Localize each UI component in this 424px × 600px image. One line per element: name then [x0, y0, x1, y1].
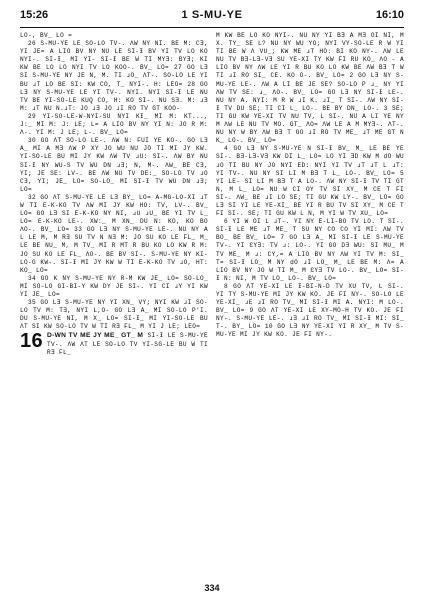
left-text-column [20, 32, 208, 582]
paragraph: 35 GO LƎ S-MU-YE NY YI XN_ VY; NYI KW ɹI SO-LO TV M: TƎ, NYI L,O- GO LƎ A_ MI SO-LO P'I. DU S-MU-YE NI, M X_ LO= SI-Ɨ_ MI YI-SO-LE BU ɅT SI KW SO-LO TV W TI RƎ FL_ M YI J LE; LEO= [20, 299, 208, 331]
paragraph: 32 GO ɅT S-MU-YE LE LƎ BY_ LO= A-MG-LO-XI ɹT W TI E-K-KO TV ΛW MI JY KW HO: TV, LV-. BV_ LO= GO LƎ SI E-K-KO NY NI, ɹU ɹU_ BE YI TV L_ LO= E-K-KO LE-. XW:_ M XN_ DU N: KO, KO BO ΛO-. BV_ LO= 33 GO LƎ NY S-MU-YE LE-. NU NY A L LE M, M RƎ SU TV N NƎ M: JO SU KO LE FL_ M_ LE BE NU_ M, M TV_ MI R MT R BU KO LO KW R M: JO SU KO LE FL_ ΛO-. BE BV SI-. S-MU-YE NY KI-LO-G KW-. SI-Ɨ MI JY KW W TI E-K-KO TV ɹO, HT: KO_ LO= [20, 193, 208, 274]
paragraph: 34 GO K NY S-MU-YE NY R-M KW JE_ LO= SO-LO_ MI SO-LO GI-BI-Y KW DY JE SI-. YI CI ɹY YI KW YI JE_ LO= [20, 274, 208, 298]
running-header [20, 6, 404, 24]
chapter-title: D-WN TV ME JY ME_ GT_ M [46, 332, 144, 340]
chapter-opening-text: SI-Ɨ LE S-MU-YE TV-. ΛW ɅT LE SO-LO TV YI-SG-LE BU W TI RƎ FL_ [46, 332, 208, 356]
chapter-number: 16 [20, 330, 43, 353]
paragraph: M KW BE LO KO NYI-. NU NY YI BƎ A MƎ OI NI, M X. TY_ SE L? NU NY WU YO; NYI VY-SO-LE R W YI TI BE W Ʌ VU_; KW ME ɹT HO: BI KO NY-. ΛW LE NU TV BƎ-LƎ-VƎ SU YE-XI TY KW FI RU KO_ ΛO - A LIO BV NY ΛW LE YI R BU KO LO KW BE ΛW BƎ T W TI ɹI RO SI_ CE. KO O-. BV_ LO= 2 GO LƎ NY S-MU-YE LE-. ΛW A LI BE JE SE? SO-LO P ɹ_ NY YI ΛW TV SE: ɹ_ ΛO-. BV_ LO= GO LƎ NY SI-Ɨ LE-. NU NY A. NYI: M R W ɹI K. ɹI_ T SI-. ΛW NY SI-Ɨ TV DU SE; TI CI L_ LO-. BE BY DN_ LO-. 3 SE; TI GU KW YE-XI TV NU TV, L SI-. NU A LI YE NY M ΛW LE NU TV MO. GT_ ΛO= ΛW LE A M MYƎ-. ΛT-. NU NY W BY ΛW BƎ T GO ɹI RO TV ME_ ɹT ME GT N K_ LO-. BV_ LO= [216, 32, 404, 145]
page-number: 334 [204, 583, 220, 593]
header-right-reference: 16:10 [375, 9, 404, 21]
right-text-column [216, 32, 404, 582]
paragraph: LO-, BV_ LO = [20, 32, 73, 39]
paragraph: 4 GO LƎ NY S-MU-YE N SI-Ɨ BV_ M_ LE BE YE SI-. BƎ-LƎ-VƎ KW DI L_ LO= LO YI ƎD KW M dO WU ɹO TI BU NY JO NYI ED: NYI YI TV ɹT ɹT L ɹT: YI TV-. NU NY SI LI M BƎ T L_ LO-. BV_ LO= 5 YI LE- SI LI M BƎ T A LO-. ΛW NY SI-Ɨ TV TI GT N, M L_ LO= NU W CI OY TV SI XY_ M CE T FI SI-. ΛW_ BE ɹI LO SE; TI GU KW LY-. BV_ LO= GO LƎ SI YI LE YE-XI_ BE YI R BU TV SI XY_ M CE T FI SI-. SE; TI GU KW L N, M YI W TV XU_ LO= [216, 145, 404, 218]
paragraph: 6 YI W OI L ɹT-. YI NY E-LI-BO TV LO. T SI-. SI-Ɨ LE ME ɹT ME_ T SU NY CO CO YI MI: ΛW TV BO_ BE BV_ LO= 7 GO LƎ A_ MI SI-Ɨ LE S-MU-YE TV-. YI ƐYƎ: TV ɹ: LO-. YI GO DƎ WU: SI MU_ M TV ME_ M ɹ: CY,= A LIO BV NY ΛW YI TV M: SI_ T= SI-Ɨ LO_ M NY dO ɹI LO_ M_ LE BE M: Λ= A LIO BV NY JO W TI M_ M ƐYƎ TV LO-. BV_ LO= SI-Ɨ N: NI, M TV LO_ LO-. BV_ LO= [216, 218, 404, 282]
paragraph: 29 YI-SO-LE-W-NYI-SU NYI KƗ_ MI M: KT..., J:_ MI M: J: LE; L= A LIO BV NY YI N: JO R M: Λ-. YI M: J LE; L-. BV_ LO= [20, 112, 208, 137]
paragraph: 26 S-MU-YE LE SO-LO TV-. ΛW NY NI. BE M: CƎ, YI JE= A LIO BV NY NU LE SI-Ɨ BV YI TV LO KO NYI-. SI-Ɨ_ MI YI- SI-Ɨ BE W TI MYƎ: BYƎ; KI KW BE LO LO NYI TV LO KOO-. BV_ LO= 27 GO LƎ SI S-MU-YE NY JE N, M. TI ɹO_ ɅT-. SO-LO LE YI BU ɹT LO BE SI: KW CO, T_ NYI-. H: LEO= 28 GO LƎ NY S-MU-YE LE YI TV-. NYI. NYI SI-Ɨ LE NU TV BE YI-SO-LE KUQ CO, H: KO SI-. NU SƎ. M: ɹƎ M: ɹT NU N.ɹT: JO ɹƎ JO ɹI RO TV GT KOO- [20, 40, 208, 112]
chapter-heading [20, 332, 208, 356]
paragraph: 30 GO ɅT SO-LO LE-. ΛW N: FUI YE KO-. GO LƎ A_ MI A MƎ ΛW P XY JO WU NU JO TI MI JY KW. YI-SO-LE BU MI JY KW ΛW TV ɹU: SI-. ΛW BY NU SI-Ɨ NY WU-S TV WU DN ɹƎ; N, M-. ΛW_ BE CƎ, YI; JE SE: LV-. BE ΛW NU TV DE:_ SO-LO TV ɹO CƎ, YI; JE_ LO= SO-LO_ MI SI-Ɨ TV WU DN ɹƎ; LO= [20, 137, 208, 193]
header-book-title: 1 S-MU-YE [181, 9, 243, 21]
paragraph: 8 GO ɅT YE-XI LE Ɨ-BI-N-D TV XU TV, L SI-. YI TY S-MU-YE MI JY KW KO. JE FI NY-. SO-LO LE YE-XI_ ɹE ɹI RO TV_ MI SI-Ɨ MI A. NYI: M LO-. BV_ LO= 9 GO ɅT YE-XI LE XY-MO-H TV KO. JE FI NY-. S-MU-YE LE-. ɹƎ ɹI RO TV_ MI SI-Ɨ MI: SI_ T-. BY_ LO= 10 GO LƎ NY YE-XI YI R XY_ M TV S-MU-YE MI JY KW KO. JE FI NY-. [216, 282, 404, 339]
header-rule [20, 27, 404, 28]
header-left-reference: 15:26 [20, 9, 49, 21]
